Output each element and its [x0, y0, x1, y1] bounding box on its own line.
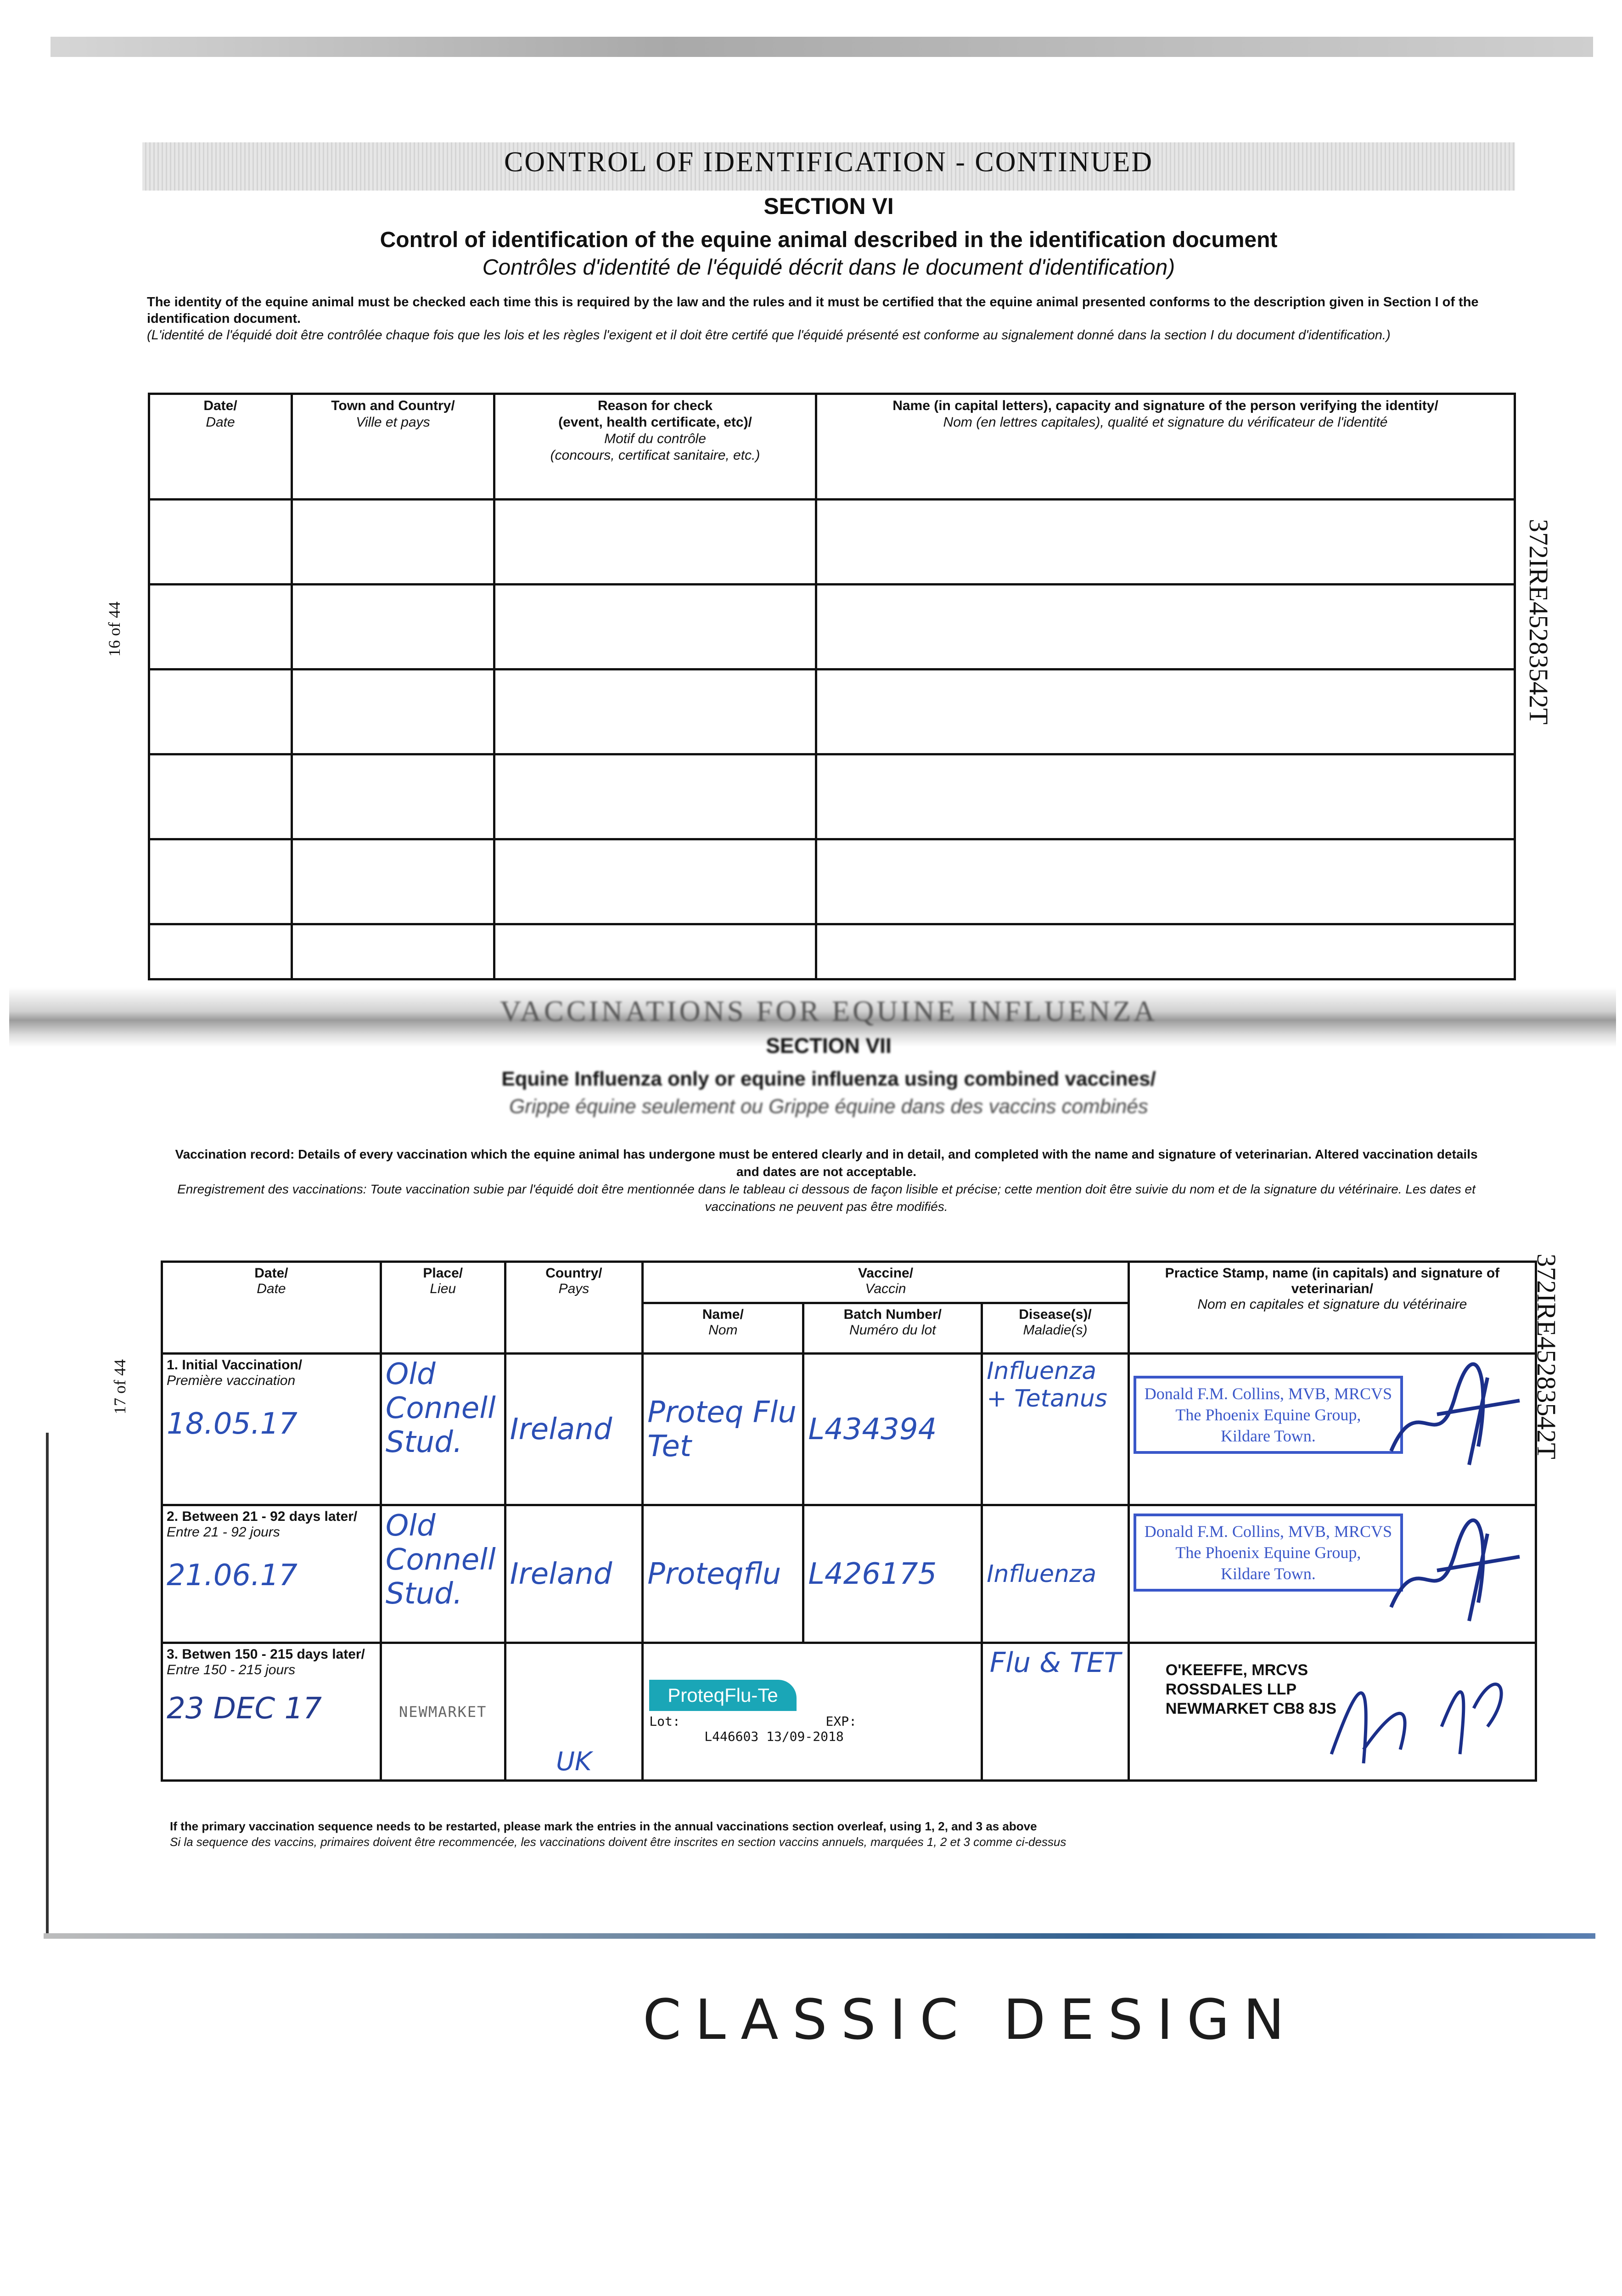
row1-batch: L434394 — [803, 1354, 982, 1505]
table-row — [149, 670, 1515, 754]
col-disease: Disease(s)/ Maladie(s) — [982, 1303, 1129, 1354]
scan-top-edge — [51, 37, 1593, 57]
section-vii-subtitle-en: Equine Influenza only or equine influenza using combined vaccines/ — [501, 1068, 1156, 1090]
vaccination-footnote — [170, 1818, 1501, 1850]
col-country: Country/ Pays — [505, 1262, 643, 1354]
col-verifier: Name (in capital letters), capacity and signature of the person verifying the identity/ Nom (en lettres capitales), qualité et signature du vérificateur de l'identité — [816, 394, 1515, 500]
section-vii-label: SECTION VII — [766, 1034, 892, 1058]
table-row — [149, 924, 1515, 979]
row1-country: Ireland — [505, 1354, 643, 1505]
intro-en: The identity of the equine animal must be checked each time this is required by the law and the rules and it must be certified that the equine animal presented conforms to the description given in Section I of the identification document. — [147, 295, 1479, 326]
row2-batch: L426175 — [803, 1505, 982, 1643]
page-number-16: 16 of 44 — [105, 602, 123, 657]
row1-date-cell: 1. Initial Vaccination/ Première vaccination 18.05.17 — [162, 1354, 381, 1505]
col-place: Place/ Lieu — [381, 1262, 505, 1354]
col-practice-stamp: Practice Stamp, name (in capitals) and signature of veterinarian/ Nom en capitales et signature du vétérinaire — [1128, 1262, 1536, 1354]
table-row — [149, 839, 1515, 924]
signature-row1 — [1382, 1359, 1533, 1469]
section-vi-subtitle-en: Control of identification of the equine animal described in the identification document — [380, 228, 1278, 252]
scan-bottom-edge — [44, 1933, 1595, 1939]
page-number-17: 17 of 44 — [111, 1359, 129, 1414]
row3-vaccine-cell — [643, 1643, 982, 1781]
col-town-country: Town and Country/ Ville et pays — [292, 394, 494, 500]
col-vaccine-name: Name/ Nom — [643, 1303, 803, 1354]
row3-disease: Flu & TET — [982, 1643, 1129, 1781]
row2-place: Old Connell Stud. — [381, 1505, 505, 1643]
footnote-fr: Si la sequence des vaccins, primaires doivent être recommencée, les vaccinations doivent être inscrites en section vaccins annuels, marquées 1, 2 et 3 comme ci-dessus — [170, 1835, 1066, 1849]
row1-date: 18.05.17 — [167, 1407, 297, 1441]
scan-left-edge — [46, 1433, 49, 1938]
row1-place: Old Connell Stud. — [381, 1354, 505, 1505]
section-vi-label: SECTION VI — [763, 193, 894, 219]
handwritten-note: CLASSIC DESIGN — [643, 1988, 1298, 2052]
table-row — [149, 754, 1515, 839]
identity-check-table — [148, 393, 1516, 980]
vaccine-lot: Lot: EXP: L446603 13/09-2018 — [649, 1713, 857, 1744]
record-en: Vaccination record: Details of every vaccination which the equine animal has undergone must be entered clearly and in detail, and completed with the name and signature of veterinarian. Altered vaccination details and dates are not acceptable. — [175, 1147, 1478, 1179]
row2-date-cell: 2. Between 21 - 92 days later/ Entre 21 - 92 jours 21.06.17 — [162, 1505, 381, 1643]
record-fr: Enregistrement des vaccinations: Toute vaccination subie par l'équidé doit être mentionnée dans le tableau ci dessous de façon lisible et précise; cette mention doit être suivie du nom et de la signature du vétérinaire. Les dates et vaccinations ne peuvent pas être modifiés. — [177, 1182, 1476, 1214]
row3-date: 23 DEC 17 — [167, 1692, 322, 1726]
veterinary-stamp: Donald F.M. Collins, MVB, MRCVS The Phoenix Equine Group, Kildare Town. — [1134, 1376, 1403, 1454]
row3-date-cell: 3. Betwen 150 - 215 days later/ Entre 150 - 215 jours 23 DEC 17 — [162, 1643, 381, 1781]
signature-row2 — [1382, 1515, 1533, 1626]
row1-disease: Influenza + Tetanus — [982, 1354, 1129, 1505]
row2-country: Ireland — [505, 1505, 643, 1643]
row3-country: UK — [505, 1643, 643, 1781]
section-vi-banner: CONTROL OF IDENTIFICATION - CONTINUED — [504, 146, 1154, 178]
col-vaccine: Vaccine/ Vaccin — [643, 1262, 1129, 1303]
veterinary-stamp: Donald F.M. Collins, MVB, MRCVS The Phoenix Equine Group, Kildare Town. — [1134, 1514, 1403, 1592]
intro-fr: (L'identité de l'équidé doit être contrôlée chaque fois que les lois et les règles l'exigent et il doit être certifé que l'équidé présenté est conforme au signalement donné dans la section I du document d'identification.) — [147, 328, 1391, 343]
vaccine-label-sticker: ProteqFlu-Te — [649, 1680, 796, 1711]
col-reason: Reason for check (event, health certificate, etc)/ Motif du contrôle (concours, certificat sanitaire, etc.) — [494, 394, 816, 500]
section-vii-subtitle-fr: Grippe équine seulement ou Grippe équine dans des vaccins combinés — [509, 1095, 1148, 1118]
section-vii-banner: VACCINATIONS FOR EQUINE INFLUENZA — [500, 995, 1158, 1027]
table-row — [149, 500, 1515, 585]
row1-vaccine: Proteq Flu Tet — [643, 1354, 803, 1505]
section-vi-intro — [147, 294, 1492, 343]
row2-vaccine: Proteqflu — [643, 1505, 803, 1643]
row2-date: 21.06.17 — [167, 1559, 297, 1593]
signature-row3 — [1322, 1635, 1533, 1773]
row3-place: NEWMARKET — [399, 1703, 487, 1721]
footnote-en: If the primary vaccination sequence needs to be restarted, please mark the entries in the annual vaccinations section overleaf, using 1, 2, and 3 as above — [170, 1819, 1037, 1833]
col-batch: Batch Number/ Numéro du lot — [803, 1303, 982, 1354]
document-id-bottom: 372IRE45283542T — [1532, 1254, 1561, 1459]
col-date: Date/ Date — [162, 1262, 381, 1354]
row2-disease: Influenza — [982, 1505, 1129, 1643]
veterinary-stamp: O'KEEFFE, MRCVS ROSSDALES LLP NEWMARKET CB8 8JS — [1165, 1661, 1336, 1717]
section-vi-subtitle-fr: Contrôles d'identité de l'équidé décrit dans le document d'identification) — [482, 255, 1175, 280]
table-row — [149, 585, 1515, 670]
vaccination-record-note — [165, 1146, 1487, 1216]
col-date: Date/ Date — [149, 394, 292, 500]
table-row — [162, 1354, 1536, 1505]
table-row — [162, 1505, 1536, 1643]
document-id-top: 372IRE45283542T — [1524, 519, 1554, 725]
row3-place-cell — [381, 1643, 505, 1781]
